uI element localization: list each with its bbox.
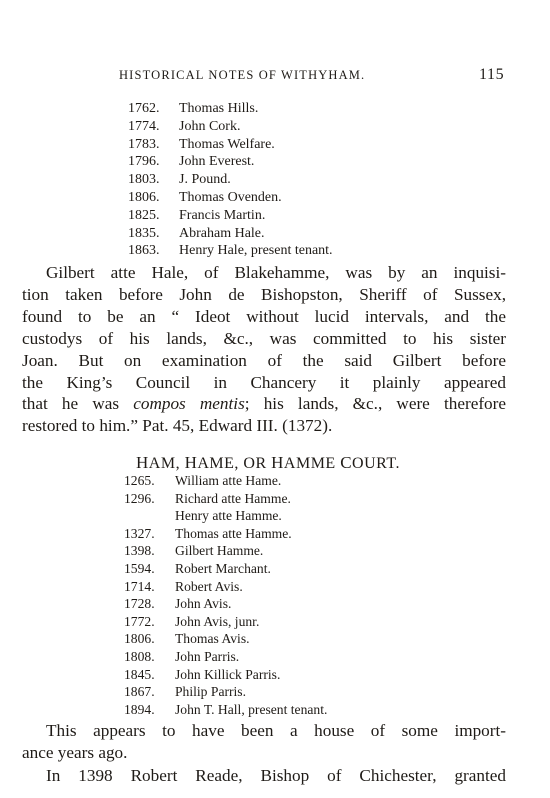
list-item-year: 1594. bbox=[124, 560, 155, 576]
list-item bbox=[128, 118, 333, 136]
list-item bbox=[124, 648, 327, 666]
paragraph-line-compos-mentis bbox=[22, 393, 506, 415]
paragraph-gilbert-atte-hale bbox=[22, 262, 506, 437]
list-item-name: John Avis, junr. bbox=[175, 613, 260, 629]
list-item-name: Robert Marchant. bbox=[175, 560, 271, 576]
heading-part: H bbox=[136, 453, 149, 472]
paragraph-line: This appears to have been a house of some import- bbox=[46, 721, 506, 740]
list-item-year: 1772. bbox=[124, 613, 155, 629]
list-item-name: William atte Hame. bbox=[175, 473, 282, 488]
list-item bbox=[128, 153, 333, 171]
list-item-name: Thomas Welfare. bbox=[179, 136, 275, 152]
paragraph-line: restored to him.” Pat. 45, Edward III. (1372). bbox=[22, 416, 333, 436]
list-item-name: Thomas Hills. bbox=[179, 101, 259, 116]
list-item-year: 1728. bbox=[124, 596, 155, 612]
paragraph-text: that he was bbox=[22, 394, 134, 414]
list-item-name: Thomas atte Hamme. bbox=[175, 525, 292, 541]
list-item bbox=[124, 701, 327, 719]
list-item-name: John Killick Parris. bbox=[175, 666, 281, 682]
list-item bbox=[124, 472, 327, 490]
list-item-year: 1863. bbox=[128, 243, 160, 259]
list-item-name: John Everest. bbox=[179, 154, 255, 170]
list-item-year: 1774. bbox=[128, 118, 160, 134]
list-item-name: Gilbert Hamme. bbox=[175, 543, 264, 559]
paragraph-line: ance years ago. bbox=[22, 742, 128, 762]
list-item-year: 1265. bbox=[124, 473, 155, 488]
list-item bbox=[124, 683, 327, 701]
list-item bbox=[124, 578, 327, 596]
list-item-year: 1894. bbox=[124, 701, 155, 717]
list-item bbox=[124, 666, 327, 684]
heading-part: AM, bbox=[148, 455, 185, 472]
list-item-name: John Cork. bbox=[179, 118, 241, 134]
list-item-name: Thomas Ovenden. bbox=[179, 189, 282, 205]
section-heading-ham-court bbox=[136, 453, 400, 473]
list-item-name: John Avis. bbox=[175, 596, 232, 612]
list-item bbox=[128, 136, 333, 154]
italic-phrase: compos mentis bbox=[133, 394, 245, 414]
page-number: 115 bbox=[479, 66, 505, 83]
tenant-list-ham-court bbox=[124, 472, 327, 718]
list-item bbox=[124, 595, 327, 613]
paragraph-line: custodys of his lands, &c., was committed to his sister bbox=[22, 328, 506, 348]
list-item-name: John Parris. bbox=[175, 648, 240, 664]
list-item-name: J. Pound. bbox=[179, 172, 231, 188]
list-item-year: 1806. bbox=[124, 631, 155, 647]
list-item-year: 1867. bbox=[124, 684, 155, 700]
list-item-year: 1398. bbox=[124, 543, 155, 559]
list-item bbox=[128, 225, 333, 243]
list-item-name: Henry Hale, present tenant. bbox=[179, 243, 333, 259]
running-header bbox=[0, 68, 550, 88]
paragraph-line: the King’s Council in Chancery it plainly appeared bbox=[22, 372, 506, 392]
list-item-year: 1714. bbox=[124, 578, 155, 594]
list-item bbox=[124, 613, 327, 631]
list-item-year: 1327. bbox=[124, 525, 155, 541]
list-item bbox=[128, 207, 333, 225]
paragraph-text: ; his lands, &c., were therefore bbox=[244, 394, 506, 414]
heading-part: AMME bbox=[283, 455, 341, 472]
list-item-year: 1783. bbox=[128, 136, 160, 152]
list-item-name: John T. Hall, present tenant. bbox=[175, 701, 328, 717]
heading-part: OURT. bbox=[352, 455, 400, 472]
heading-part: H bbox=[271, 453, 284, 472]
list-item-name: Henry atte Hamme. bbox=[175, 508, 282, 524]
list-item bbox=[124, 542, 327, 560]
list-item-name: Robert Avis. bbox=[175, 578, 243, 594]
list-item-name: Philip Parris. bbox=[175, 684, 246, 700]
list-item-name: Francis Martin. bbox=[179, 207, 266, 223]
list-item bbox=[128, 189, 333, 207]
heading-part: C bbox=[340, 453, 353, 472]
list-item-year: 1803. bbox=[128, 172, 160, 188]
list-item-year: 1762. bbox=[128, 101, 160, 116]
list-item bbox=[124, 507, 327, 525]
list-item-year: 1806. bbox=[128, 189, 160, 205]
paragraph-line: found to be an “ Ideot without lucid intervals, and the bbox=[22, 306, 506, 326]
list-item-year: 1296. bbox=[124, 490, 155, 506]
list-item-year: 1845. bbox=[124, 666, 155, 682]
list-item-year: 1835. bbox=[128, 225, 160, 241]
paragraph-line: Joan. But on examination of the said Gilbert before bbox=[22, 350, 506, 370]
list-item-year: 1808. bbox=[124, 648, 155, 664]
heading-part: H bbox=[184, 453, 198, 472]
paragraph-robert-reade bbox=[22, 765, 506, 787]
list-item-name: Richard atte Hamme. bbox=[175, 490, 291, 506]
list-item bbox=[128, 171, 333, 189]
list-item-year: 1825. bbox=[128, 207, 160, 223]
running-header-title: HISTORICAL NOTES OF WITHYHAM. bbox=[119, 68, 366, 82]
paragraph-line: In 1398 Robert Reade, Bishop of Chichester, granted bbox=[46, 766, 506, 785]
list-item bbox=[124, 560, 327, 578]
heading-part: AME, OR bbox=[197, 455, 272, 472]
list-item-name: Thomas Avis. bbox=[175, 631, 250, 647]
paragraph-importance bbox=[22, 720, 506, 764]
paragraph-line: tion taken before John de Bishopston, Sheriff of Sussex, bbox=[22, 284, 506, 304]
list-item bbox=[128, 100, 333, 118]
tenant-list-blakehamme bbox=[128, 100, 333, 260]
list-item bbox=[124, 630, 327, 648]
list-item bbox=[124, 525, 327, 543]
list-item bbox=[128, 242, 333, 260]
list-item-year: 1796. bbox=[128, 154, 160, 170]
list-item-name: Abraham Hale. bbox=[179, 225, 265, 241]
paragraph-line: Gilbert atte Hale, of Blakehamme, was by an inquisi- bbox=[46, 263, 506, 282]
list-item bbox=[124, 490, 327, 508]
